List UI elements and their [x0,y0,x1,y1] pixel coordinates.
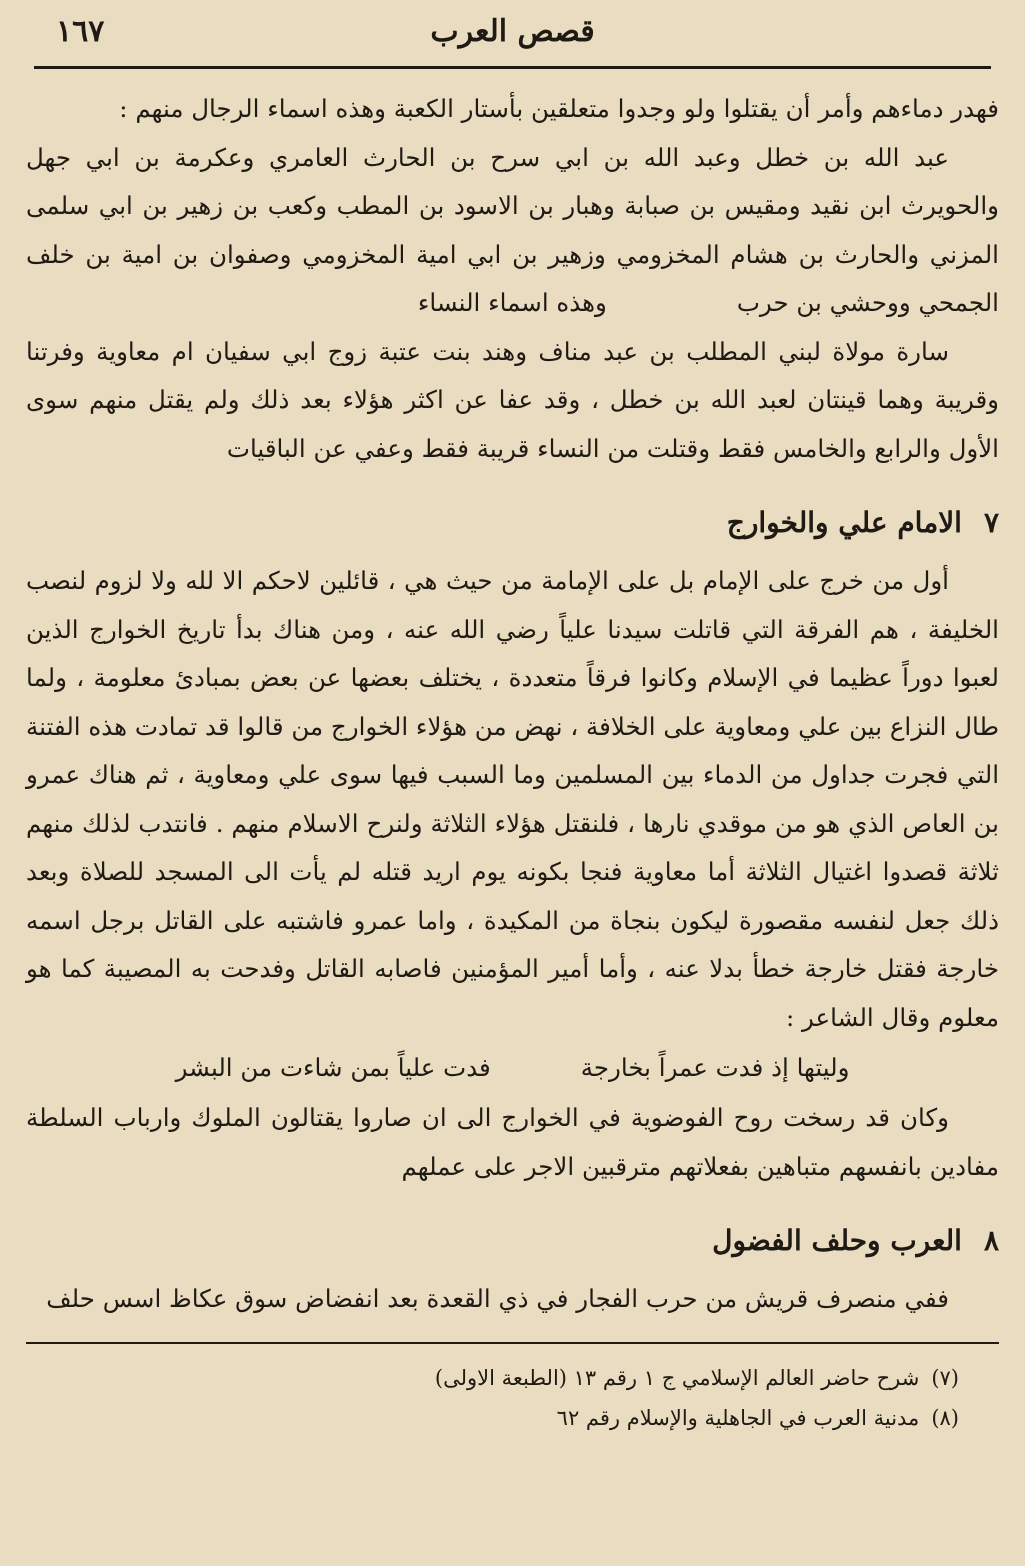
section-7-paragraph: أول من خرج على الإمام بل على الإمامة من حيث هي ، قائلين لاحكم الا لله ولا لزوم لنصب الخليفة ، هم الفرقة التي قاتلت سيدنا علياً رضي الله عنه ، ومن هناك بدأ تاريخ الخوارج الذين لعبوا دوراً عظيما في الإسلام وكانوا فرقاً متعددة ، يختلف بعضها عن بعض بمبادئ معلومة ، ولما طال النزاع بين علي ومعاوية على الخلافة ، نهض من هؤلاء الخوارج من قالوا قد تمادت هذه الفتنة التي فجرت جداول من الدماء بين المسلمين وما السبب فيها سوى علي ومعاوية ، ثم هناك عمرو بن العاص الذي هو من موقدي نارها ، فلنقتل هؤلاء الثلاثة ولنرح الاسلام منهم . فانتدب لذلك منهم ثلاثة قصدوا اغتيال الثلاثة أما معاوية فنجا بكونه يوم اريد قتله لم يأت الى المسجد للصلاة وبعد ذلك جعل لنفسه مقصورة ليكون بنجاة من المكيدة ، واما عمرو فاشتبه على القاتل برجل اسمه خارجة فقتل خارجة خطأ بدلا عنه ، وأما أمير المؤمنين فاصابه القاتل وفدحت به المصيبة كما هو معلوم وقال الشاعر : [26,566,999,1032]
women-names-heading: وهذه اسماء النساء [417,288,607,317]
section-7-closing: وكان قد رسخت روح الفوضوية في الخوارج الى ان صاروا يقتالون الملوك وارباب السلطة مفادين بانفسهم متباهين بفعلاتهم مترقبين الاجر على عملهم [26,1103,999,1181]
verse-second-hemistich: فدت علياً بمن شاءت من البشر [175,1053,491,1082]
header-rule [34,66,991,69]
footnote-text: مدنية العرب في الجاهلية والإسلام رقم ٦٢ [556,1405,920,1430]
poem-verse [26,1042,999,1094]
verse-first-hemistich: وليتها إذ فدت عمراً بخارجة [580,1053,850,1082]
page-number: ١٦٧ [56,14,105,49]
section-8-paragraph: ففي منصرف قريش من حرب الفجار في ذي القعدة بعد انفضاض سوق عكاظ اسس حلف [46,1284,949,1313]
footnote-marker: (٨) [931,1405,959,1430]
running-header [26,0,999,62]
body-text [26,85,999,1324]
section-heading-8 [26,1217,999,1265]
section-number-8: ٨ [983,1224,999,1257]
footnote-rule [26,1342,999,1344]
section-heading-7 [26,499,999,547]
footnote-marker: (٧) [931,1365,959,1390]
men-names [26,134,999,328]
footnote-text: شرح حاضر العالم الإسلامي ج ١ رقم ١٣ (الطبعة الاولى) [434,1365,920,1390]
running-title: قصص العرب [430,13,595,49]
women-names: سارة مولاة لبني المطلب بن عبد مناف وهند بنت عتبة زوج ابي سفيان ام معاوية وفرتنا وقريبة وهما قينتان لعبد الله بن خطل ، وقد عفا عن اكثر هؤلاء بعد ذلك ولم يقتل منهم سوى الأول والرابع والخامس فقط وقتلت من النساء قريبة فقط وعفي عن الباقيات [26,336,999,463]
intro-line: فهدر دماءهم وأمر أن يقتلوا ولو وجدوا متعلقين بأستار الكعبة وهذه اسماء الرجال منهم : [119,94,999,123]
footnotes [26,1358,999,1438]
footnote-8 [26,1398,959,1438]
section-number-7: ٧ [983,506,999,539]
men-names-text: عبد الله بن خطل وعبد الله بن ابي سرح بن الحارث العامري وعكرمة بن ابي جهل والحويرث ابن نقيد ومقيس بن صبابة وهبار بن الاسود بن المطب وكعب بن زهير بن ابي سلمى المزني والحارث بن هشام المخزومي وزهير بن ابي امية المخزومي وصفوان بن امية بن خلف الجمحي ووحشي بن حرب [26,142,999,317]
section-title-7: الامام علي والخوارج [726,506,962,539]
section-title-8: العرب وحلف الفضول [712,1224,962,1257]
footnote-7 [26,1358,959,1398]
